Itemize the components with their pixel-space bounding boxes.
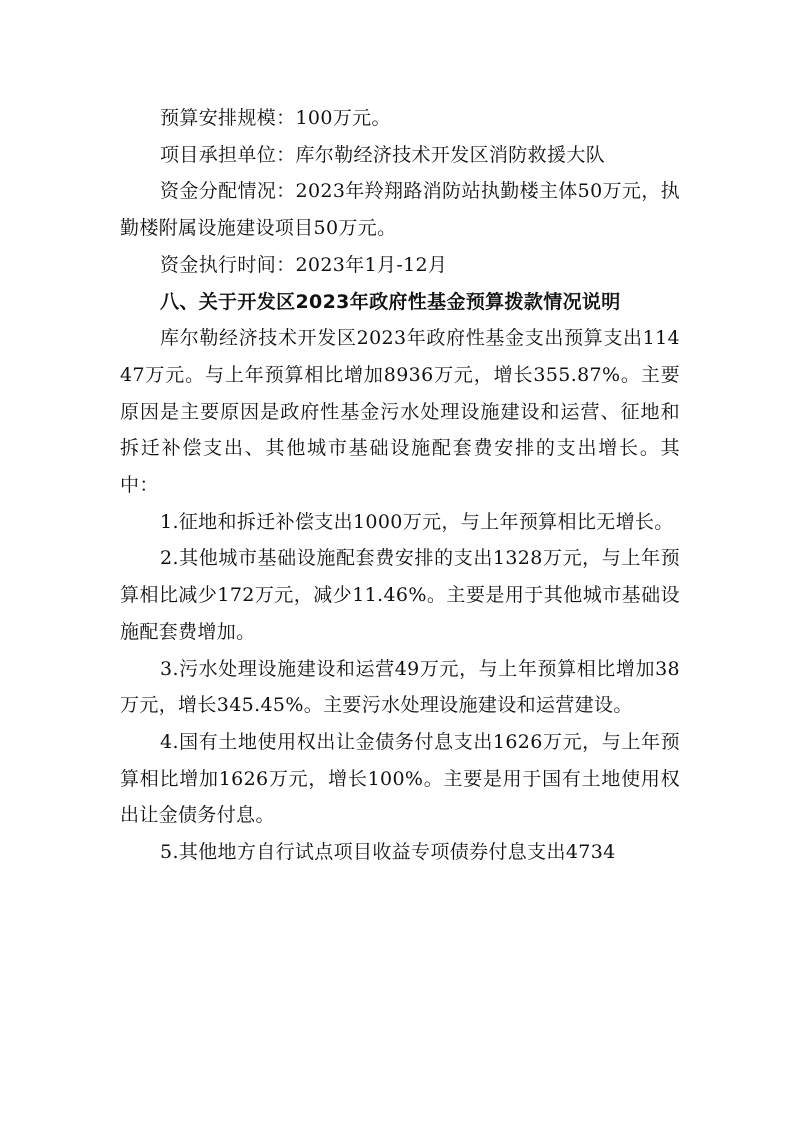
fund-allocation-paragraph: 资金分配情况：2023年羚翔路消防站执勤楼主体50万元，执勤楼附属设施建设项目50万元。: [120, 180, 680, 240]
list-item-4: 4.国有土地使用权出让金债务付息支出1626万元，与上年预算相比增加1626万元，增长100%。主要是用于国有土地使用权出让金债务付息。: [120, 730, 680, 827]
section-heading: 八、关于开发区2023年政府性基金预算拨款情况说明: [160, 290, 621, 313]
project-unit-line: 项目承担单位：库尔勒经济技术开发区消防救援大队: [160, 143, 606, 166]
list-item-1: 1.征地和拆迁补偿支出1000万元，与上年预算相比无增长。: [160, 510, 674, 533]
list-item-3: 3.污水处理设施建设和运营49万元，与上年预算相比增加38万元，增长345.45%。主要污水处理设施建设和运营建设。: [120, 657, 680, 717]
list-item-5: 5.其他地方自行试点项目收益专项债券付息支出4734: [160, 841, 616, 864]
list-item-2: 2.其他城市基础设施配套费安排的支出1328万元，与上年预算相比减少172万元，减少11.46%。主要是用于其他城市基础设施配套费增加。: [120, 547, 680, 643]
document-body: [120, 100, 680, 871]
budget-scale-line: 预算安排规模：100万元。: [160, 107, 391, 129]
fund-execution-time-line: 资金执行时间：2023年1月-12月: [160, 253, 448, 276]
fund-overview-paragraph: 库尔勒经济技术开发区2023年政府性基金支出预算支出11447万元。与上年预算相比增加8936万元，增长355.87%。主要原因是主要原因是政府性基金污水处理设施建设和运营、征地和拆迁补偿支出、其他城市基础设施配套费安排的支出增长。其中：: [120, 327, 680, 497]
